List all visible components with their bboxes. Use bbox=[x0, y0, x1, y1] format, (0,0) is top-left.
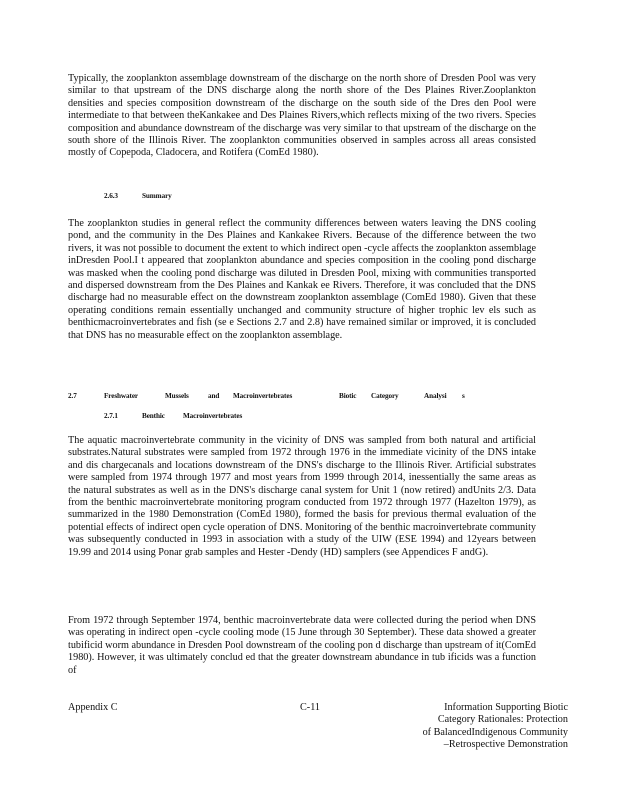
footer-title-line: –Retrospective Demonstration bbox=[443, 739, 568, 751]
section-title-word: Category bbox=[371, 392, 399, 400]
section-title: Summary bbox=[142, 192, 172, 200]
footer-page-number: C-11 bbox=[300, 702, 320, 713]
footer-document-title bbox=[392, 702, 568, 752]
footer-title-line: of BalancedIndigenous Community bbox=[422, 726, 568, 738]
paragraph-zooplankton-summary: The zooplankton studies in general reflect the community differences between waters leaving the DNS cooling pond, and the community in the Des Plaines and Kankakee Rivers. Because of the difference between the two rivers, it was not possible to document the extent to which indirect open -cycle affects the zooplankton assemblage inDresden Pool.I t appeared that zooplankton abundance and species composition in the cooling pond discharge was masked when the cooling pond discharge was diluted in Dresden Pool, mixing with communities transported and dispersed downstream from the Des Plaines and Kankak ee Rivers. Therefore, it was concluded that the DNS discharge had no measurable effect on the downstream zooplankton assemblage (ComEd 1980). Given that these operating conditions remain essentially unchanged and community structure of higher trophic lev els such as benthicmacroinvertebrates and fish (se e Sections 2.7 and 2.8) have remained similar or improved, it is concluded that DNS has no measurable effect on the zooplankton assemblage. bbox=[68, 218, 536, 341]
section-title-word: and bbox=[208, 392, 220, 400]
section-title-word: Benthic bbox=[142, 412, 165, 420]
section-title-word: Mussels bbox=[165, 392, 189, 400]
paragraph-zooplankton-assemblage: Typically, the zooplankton assemblage downstream of the discharge on the north shore of Dresden Pool was very similar to that upstream of the DNS discharge along the north shore of the Des Plaines River.Zooplankton densities and species composition downstream of the discharge on the south side of the Dres den Pool were intermediate to that between theKankakee and Des Plaines Rivers,which reflects mixing of the two rivers. Species composition and abundance downstream of the discharge was very similar to that upstream of the discharge on the south shore of the Illinois River. The zooplankton communities observed in samples across all areas consisted mostly of Copepoda, Cladocera, and Rotifera (ComEd 1980). bbox=[68, 73, 536, 159]
footer-title-line: Category Rationales: Protection bbox=[437, 714, 568, 726]
section-number: 2.7 bbox=[68, 392, 77, 400]
section-title-word: Macroinvertebrates bbox=[183, 412, 243, 420]
section-number: 2.6.3 bbox=[104, 192, 118, 200]
section-title-word: s bbox=[462, 392, 465, 400]
section-title-word: Analysi bbox=[424, 392, 447, 400]
footer-appendix-label: Appendix C bbox=[68, 702, 118, 713]
paragraph-benthic-sampling: The aquatic macroinvertebrate community in the vicinity of DNS was sampled from both natural and artificial substrates.Natural substrates were sampled from 1972 through 1976 in the immediate vicinity of the DNS intake and dis chargecanals and locations downstream of the DNS's discharge to the Illinois River. Artificial substrates were sampled from 1974 through 1977 and most years from 1999 through 2014, inessentially the same areas as the natural substrates as well as in the DNS's discharge canal system for Unit 1 (now retired) andUnits 2/3. Data from the benthic macroinvertebrate monitoring program conducted from 1972 through 1977 (Hazelton 1979), as summarized in the 1980 Demonstration (ComEd 1980), formed the basis for previous thermal evaluation of the potential effects of indirect open cycle operation of DNS. Monitoring of the benthic macroinvertebrate community was subsequently conducted in 1993 in association with a study of the UIW (ESE 1994) and 12years between 19.99 and 2014 using Ponar grab samples and Hester -Dendy (HD) samplers (see Appendices F andG). bbox=[68, 435, 536, 558]
section-title-word: Macroinvertebrates bbox=[233, 392, 293, 400]
section-number: 2.7.1 bbox=[104, 412, 118, 420]
section-title-word: Biotic bbox=[339, 392, 357, 400]
paragraph-benthic-results: From 1972 through September 1974, benthic macroinvertebrate data were collected during the period when DNS was operating in indirect open -cycle cooling mode (15 June through 30 September). These data showed a greater tubificid worm abundance in Dresden Pool downstream of the cooling pon d discharge than upstream of it(ComEd 1980). However, it was ultimately conclud ed that the greater downstream abundance in tub ificids was a function of bbox=[68, 615, 536, 676]
section-title-word: Freshwater bbox=[104, 392, 138, 400]
footer-title-line: Information Supporting Biotic bbox=[444, 702, 568, 713]
